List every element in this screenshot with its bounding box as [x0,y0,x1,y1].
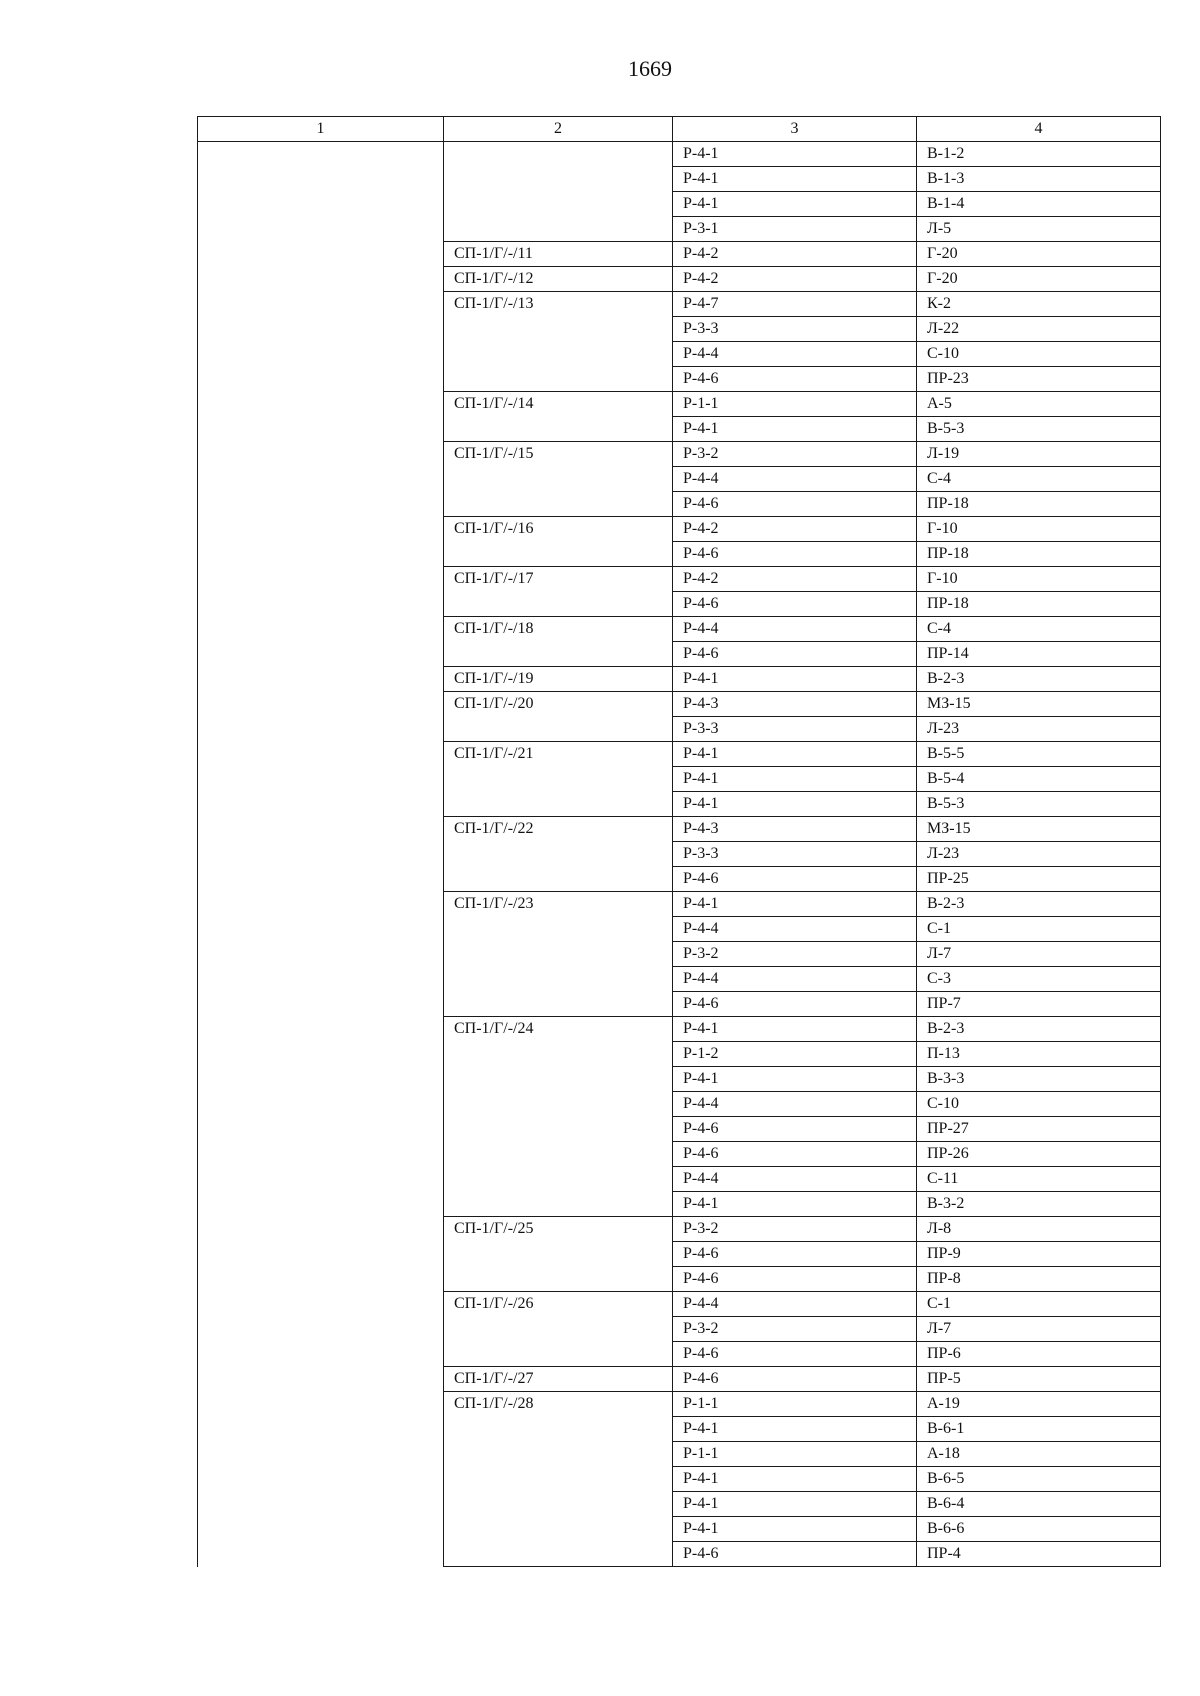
column-4-cell: В-3-2 [917,1192,1161,1217]
column-4-cell: Л-7 [917,942,1161,967]
column-4-cell: В-1-4 [917,192,1161,217]
column-3-cell: Р-4-1 [673,792,917,817]
column-4-cell: П-13 [917,1042,1161,1067]
column-3-cell: Р-1-1 [673,1442,917,1467]
column-4-cell: С-10 [917,1092,1161,1117]
column-3-cell: Р-4-6 [673,1117,917,1142]
column-4-cell: Л-19 [917,442,1161,467]
column-4-cell: В-6-1 [917,1417,1161,1442]
column-3-cell: Р-4-6 [673,1342,917,1367]
column-3-cell: Р-4-2 [673,242,917,267]
column-4-cell: В-6-6 [917,1517,1161,1542]
column-3-cell: Р-4-1 [673,192,917,217]
column-3-cell: Р-4-1 [673,1017,917,1042]
table-row [198,142,1161,167]
group-code-cell: СП-1/Г/-/16 [444,517,673,567]
column-3-cell: Р-4-6 [673,1242,917,1267]
column-4-cell: ПР-14 [917,642,1161,667]
column-4-cell: ПР-18 [917,592,1161,617]
column-4-cell: ПР-9 [917,1242,1161,1267]
column-3-cell: Р-4-1 [673,142,917,167]
column-3-cell: Р-4-6 [673,542,917,567]
group-code-cell: СП-1/Г/-/26 [444,1292,673,1367]
column-3-cell: Р-3-1 [673,217,917,242]
column-3-cell: Р-3-3 [673,842,917,867]
column-3-cell: Р-4-6 [673,642,917,667]
group-code-cell: СП-1/Г/-/17 [444,567,673,617]
column-4-cell: ПР-5 [917,1367,1161,1392]
column-3-cell: Р-4-1 [673,1517,917,1542]
column-4-cell: В-5-3 [917,417,1161,442]
column-4-cell: В-2-3 [917,892,1161,917]
column-4-cell: В-2-3 [917,667,1161,692]
column-3-cell: Р-4-6 [673,1267,917,1292]
column-3-cell: Р-4-1 [673,892,917,917]
column-4-cell: Л-22 [917,317,1161,342]
column-4-cell: Л-7 [917,1317,1161,1342]
column-3-cell: Р-4-1 [673,667,917,692]
group-code-cell: СП-1/Г/-/28 [444,1392,673,1567]
column-4-cell: В-1-2 [917,142,1161,167]
column-4-cell: В-5-5 [917,742,1161,767]
column-3-cell: Р-4-1 [673,767,917,792]
column-3-cell: Р-3-3 [673,317,917,342]
column-4-cell: А-19 [917,1392,1161,1417]
group-code-cell: СП-1/Г/-/24 [444,1017,673,1217]
column-3-cell: Р-4-3 [673,817,917,842]
column-4-cell: В-5-3 [917,792,1161,817]
column-3-cell: Р-1-1 [673,1392,917,1417]
column-3-cell: Р-1-1 [673,392,917,417]
group-code-cell: СП-1/Г/-/20 [444,692,673,742]
column-4-cell: Г-10 [917,567,1161,592]
column-3-cell: Р-3-2 [673,1217,917,1242]
column-3-cell: Р-4-6 [673,867,917,892]
column-3-cell: Р-4-1 [673,1467,917,1492]
column-3-cell: Р-3-2 [673,942,917,967]
column-3-cell: Р-1-2 [673,1042,917,1067]
header-col-1: 1 [198,117,444,142]
column-4-cell: Л-23 [917,717,1161,742]
column-3-cell: Р-4-6 [673,492,917,517]
table-header-row [198,117,1161,142]
column-4-cell: В-2-3 [917,1017,1161,1042]
column-4-cell: В-1-3 [917,167,1161,192]
column-4-cell: ПР-18 [917,492,1161,517]
column-4-cell: ПР-27 [917,1117,1161,1142]
column-3-cell: Р-4-1 [673,167,917,192]
column-4-cell: ПР-7 [917,992,1161,1017]
column-4-cell: ПР-18 [917,542,1161,567]
column-4-cell: К-2 [917,292,1161,317]
column-3-cell: Р-4-7 [673,292,917,317]
group-code-cell: СП-1/Г/-/22 [444,817,673,892]
column-3-cell: Р-4-6 [673,1367,917,1392]
column-4-cell: С-11 [917,1167,1161,1192]
column-4-cell: А-5 [917,392,1161,417]
column-4-cell: ПР-8 [917,1267,1161,1292]
column-1-cell [198,142,444,1567]
column-3-cell: Р-4-1 [673,1067,917,1092]
column-4-cell: Л-8 [917,1217,1161,1242]
group-code-cell: СП-1/Г/-/18 [444,617,673,667]
column-3-cell: Р-4-4 [673,1292,917,1317]
column-4-cell: Л-5 [917,217,1161,242]
column-4-cell: А-18 [917,1442,1161,1467]
column-3-cell: Р-4-6 [673,1142,917,1167]
group-code-cell: СП-1/Г/-/12 [444,267,673,292]
column-4-cell: МЗ-15 [917,817,1161,842]
column-4-cell: МЗ-15 [917,692,1161,717]
column-3-cell: Р-4-4 [673,917,917,942]
column-3-cell: Р-4-4 [673,617,917,642]
group-code-cell: СП-1/Г/-/21 [444,742,673,817]
column-3-cell: Р-4-1 [673,1492,917,1517]
column-4-cell: С-10 [917,342,1161,367]
column-4-cell: С-1 [917,1292,1161,1317]
column-4-cell: В-6-4 [917,1492,1161,1517]
column-3-cell: Р-4-4 [673,1092,917,1117]
header-col-3: 3 [673,117,917,142]
column-4-cell: В-5-4 [917,767,1161,792]
column-4-cell: ПР-26 [917,1142,1161,1167]
column-4-cell: ПР-25 [917,867,1161,892]
header-col-4: 4 [917,117,1161,142]
column-4-cell: С-4 [917,467,1161,492]
column-3-cell: Р-4-6 [673,992,917,1017]
group-code-cell: СП-1/Г/-/14 [444,392,673,442]
column-4-cell: Г-10 [917,517,1161,542]
page-number: 1669 [628,56,672,81]
group-code-cell: СП-1/Г/-/27 [444,1367,673,1392]
column-3-cell: Р-4-2 [673,567,917,592]
column-3-cell: Р-3-3 [673,717,917,742]
column-3-cell: Р-4-1 [673,417,917,442]
column-3-cell: Р-3-2 [673,442,917,467]
column-4-cell: ПР-6 [917,1342,1161,1367]
column-4-cell: Г-20 [917,267,1161,292]
column-4-cell: С-4 [917,617,1161,642]
column-4-cell: Л-23 [917,842,1161,867]
column-3-cell: Р-4-2 [673,517,917,542]
column-3-cell: Р-4-4 [673,467,917,492]
header-col-2: 2 [444,117,673,142]
column-3-cell: Р-4-1 [673,742,917,767]
column-3-cell: Р-4-2 [673,267,917,292]
column-4-cell: В-3-3 [917,1067,1161,1092]
document-table [197,116,1161,1567]
column-4-cell: С-3 [917,967,1161,992]
column-3-cell: Р-3-2 [673,1317,917,1342]
column-4-cell: ПР-4 [917,1542,1161,1567]
group-code-cell [444,142,673,242]
column-3-cell: Р-4-6 [673,367,917,392]
group-code-cell: СП-1/Г/-/23 [444,892,673,1017]
group-code-cell: СП-1/Г/-/25 [444,1217,673,1292]
column-3-cell: Р-4-6 [673,1542,917,1567]
group-code-cell: СП-1/Г/-/15 [444,442,673,517]
column-3-cell: Р-4-1 [673,1417,917,1442]
column-3-cell: Р-4-3 [673,692,917,717]
column-4-cell: С-1 [917,917,1161,942]
group-code-cell: СП-1/Г/-/13 [444,292,673,392]
column-3-cell: Р-4-4 [673,342,917,367]
group-code-cell: СП-1/Г/-/11 [444,242,673,267]
column-4-cell: ПР-23 [917,367,1161,392]
column-4-cell: Г-20 [917,242,1161,267]
column-3-cell: Р-4-1 [673,1192,917,1217]
group-code-cell: СП-1/Г/-/19 [444,667,673,692]
column-3-cell: Р-4-4 [673,1167,917,1192]
column-3-cell: Р-4-4 [673,967,917,992]
column-4-cell: В-6-5 [917,1467,1161,1492]
column-3-cell: Р-4-6 [673,592,917,617]
